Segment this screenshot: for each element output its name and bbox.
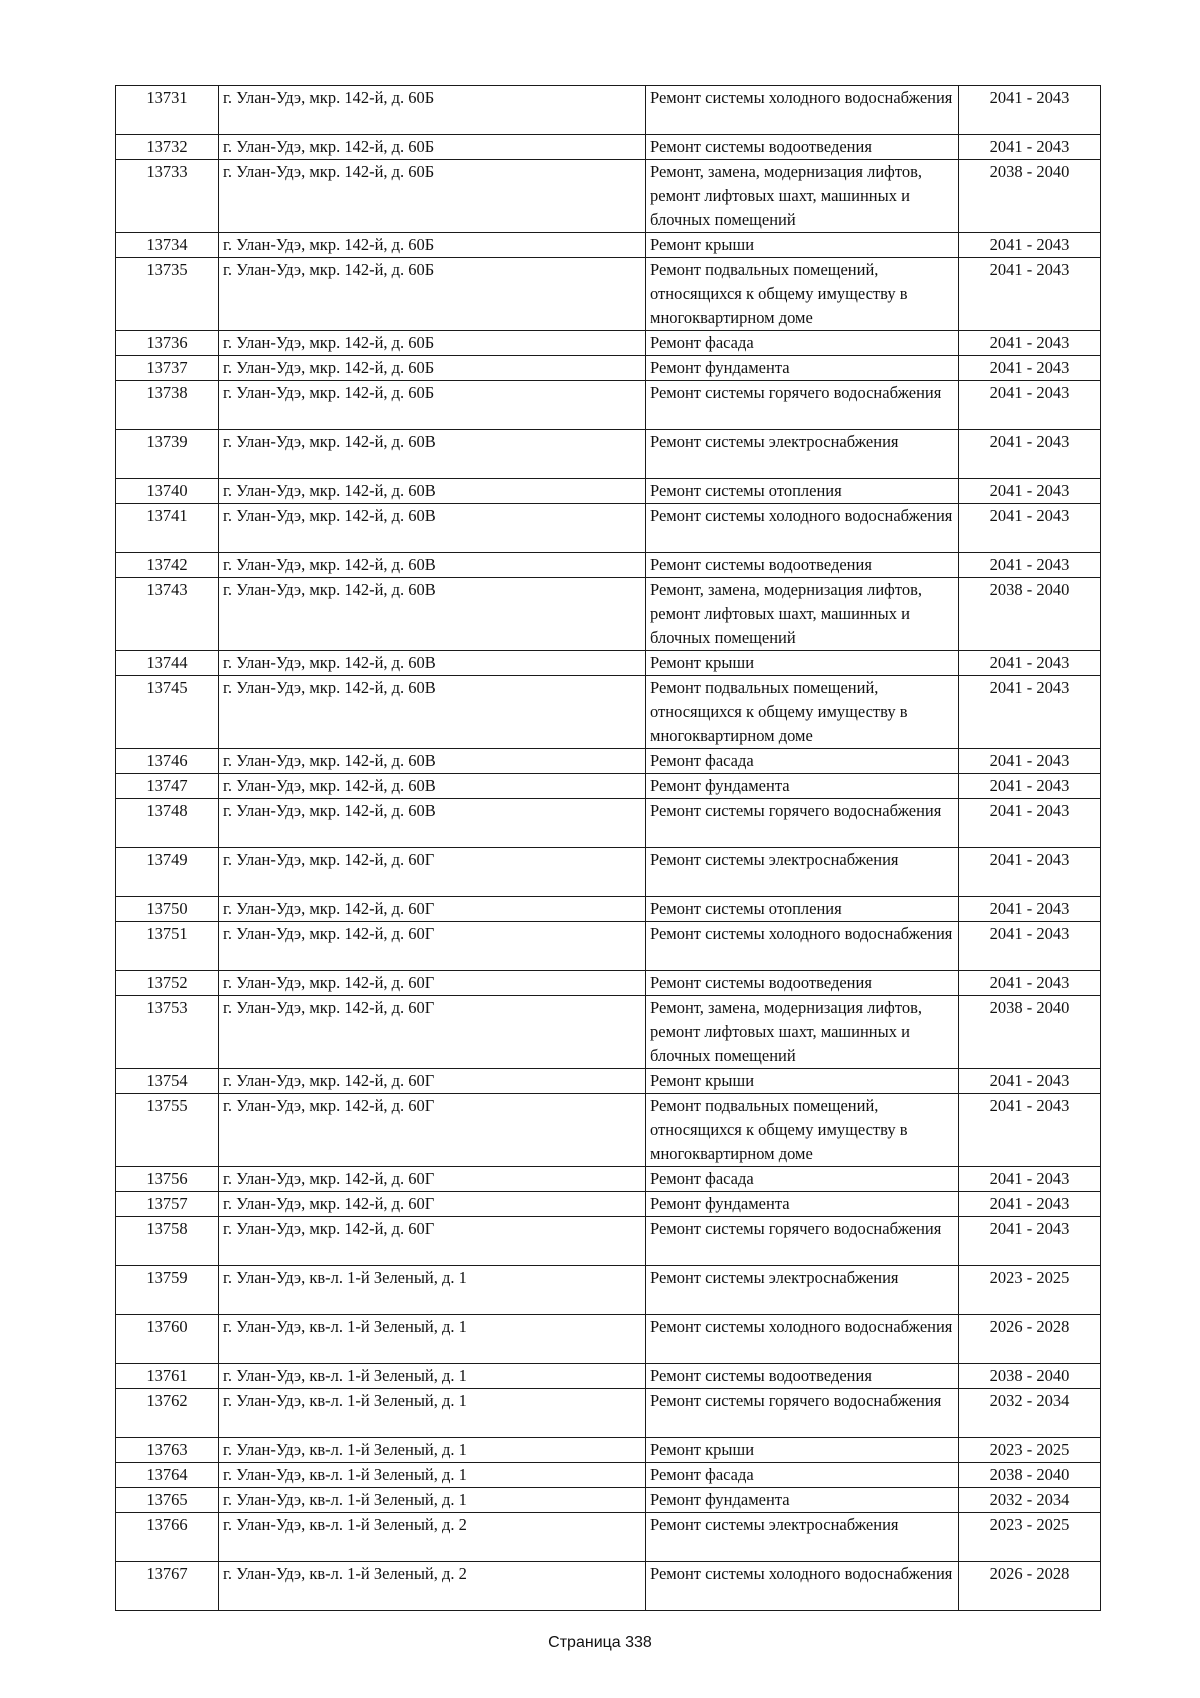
row-work-type: Ремонт подвальных помещений, относящихся к общему имуществу в многоквартирном доме	[646, 258, 959, 331]
row-address: г. Улан-Удэ, мкр. 142-й, д. 60Б	[219, 86, 646, 135]
repair-schedule-table	[115, 85, 1101, 1611]
row-work-type: Ремонт системы холодного водоснабжения	[646, 1315, 959, 1364]
row-address: г. Улан-Удэ, мкр. 142-й, д. 60В	[219, 774, 646, 799]
row-period: 2032 - 2034	[959, 1488, 1101, 1513]
table-row	[116, 1562, 1101, 1611]
row-period: 2041 - 2043	[959, 356, 1101, 381]
row-number: 13739	[116, 430, 219, 479]
row-address: г. Улан-Удэ, мкр. 142-й, д. 60Г	[219, 1192, 646, 1217]
row-work-type: Ремонт фундамента	[646, 774, 959, 799]
row-work-type: Ремонт крыши	[646, 1438, 959, 1463]
table-row	[116, 1315, 1101, 1364]
row-period: 2041 - 2043	[959, 1094, 1101, 1167]
row-period: 2041 - 2043	[959, 233, 1101, 258]
table-row	[116, 1364, 1101, 1389]
row-work-type: Ремонт системы водоотведения	[646, 553, 959, 578]
row-period: 2041 - 2043	[959, 651, 1101, 676]
row-work-type: Ремонт, замена, модернизация лифтов, ремонт лифтовых шахт, машинных и блочных помещений	[646, 160, 959, 233]
row-address: г. Улан-Удэ, мкр. 142-й, д. 60Г	[219, 996, 646, 1069]
row-address: г. Улан-Удэ, мкр. 142-й, д. 60Б	[219, 356, 646, 381]
row-period: 2041 - 2043	[959, 504, 1101, 553]
row-work-type: Ремонт системы водоотведения	[646, 1364, 959, 1389]
row-work-type: Ремонт крыши	[646, 233, 959, 258]
table-row	[116, 1389, 1101, 1438]
row-work-type: Ремонт системы горячего водоснабжения	[646, 1217, 959, 1266]
row-address: г. Улан-Удэ, мкр. 142-й, д. 60В	[219, 578, 646, 651]
row-number: 13757	[116, 1192, 219, 1217]
table-row	[116, 86, 1101, 135]
row-address: г. Улан-Удэ, мкр. 142-й, д. 60Б	[219, 258, 646, 331]
row-address: г. Улан-Удэ, мкр. 142-й, д. 60Б	[219, 160, 646, 233]
row-work-type: Ремонт, замена, модернизация лифтов, ремонт лифтовых шахт, машинных и блочных помещений	[646, 996, 959, 1069]
row-number: 13759	[116, 1266, 219, 1315]
row-period: 2041 - 2043	[959, 971, 1101, 996]
table-row	[116, 331, 1101, 356]
row-address: г. Улан-Удэ, мкр. 142-й, д. 60Г	[219, 1069, 646, 1094]
row-number: 13761	[116, 1364, 219, 1389]
row-period: 2041 - 2043	[959, 897, 1101, 922]
table-row	[116, 233, 1101, 258]
table-row	[116, 504, 1101, 553]
row-work-type: Ремонт системы электроснабжения	[646, 1513, 959, 1562]
row-period: 2041 - 2043	[959, 479, 1101, 504]
row-work-type: Ремонт фундамента	[646, 1192, 959, 1217]
table-row	[116, 922, 1101, 971]
row-address: г. Улан-Удэ, мкр. 142-й, д. 60В	[219, 430, 646, 479]
row-work-type: Ремонт системы горячего водоснабжения	[646, 381, 959, 430]
row-address: г. Улан-Удэ, мкр. 142-й, д. 60В	[219, 799, 646, 848]
row-work-type: Ремонт подвальных помещений, относящихся к общему имуществу в многоквартирном доме	[646, 676, 959, 749]
row-work-type: Ремонт системы горячего водоснабжения	[646, 1389, 959, 1438]
row-work-type: Ремонт фасада	[646, 749, 959, 774]
row-number: 13758	[116, 1217, 219, 1266]
row-number: 13754	[116, 1069, 219, 1094]
row-period: 2041 - 2043	[959, 331, 1101, 356]
row-period: 2026 - 2028	[959, 1315, 1101, 1364]
row-address: г. Улан-Удэ, мкр. 142-й, д. 60Г	[219, 848, 646, 897]
table-row	[116, 1488, 1101, 1513]
row-number: 13762	[116, 1389, 219, 1438]
row-number: 13741	[116, 504, 219, 553]
table-row	[116, 430, 1101, 479]
row-work-type: Ремонт системы горячего водоснабжения	[646, 799, 959, 848]
row-address: г. Улан-Удэ, кв-л. 1-й Зеленый, д. 2	[219, 1562, 646, 1611]
row-work-type: Ремонт системы холодного водоснабжения	[646, 1562, 959, 1611]
row-address: г. Улан-Удэ, мкр. 142-й, д. 60В	[219, 553, 646, 578]
row-period: 2041 - 2043	[959, 1192, 1101, 1217]
row-work-type: Ремонт системы холодного водоснабжения	[646, 86, 959, 135]
row-address: г. Улан-Удэ, мкр. 142-й, д. 60Г	[219, 1094, 646, 1167]
row-number: 13742	[116, 553, 219, 578]
table-row	[116, 553, 1101, 578]
row-address: г. Улан-Удэ, кв-л. 1-й Зеленый, д. 1	[219, 1463, 646, 1488]
row-address: г. Улан-Удэ, кв-л. 1-й Зеленый, д. 2	[219, 1513, 646, 1562]
row-number: 13755	[116, 1094, 219, 1167]
table-row	[116, 799, 1101, 848]
row-number: 13764	[116, 1463, 219, 1488]
row-number: 13749	[116, 848, 219, 897]
row-work-type: Ремонт системы электроснабжения	[646, 1266, 959, 1315]
row-address: г. Улан-Удэ, мкр. 142-й, д. 60Б	[219, 233, 646, 258]
row-number: 13765	[116, 1488, 219, 1513]
row-number: 13766	[116, 1513, 219, 1562]
row-period: 2023 - 2025	[959, 1513, 1101, 1562]
row-work-type: Ремонт фундамента	[646, 1488, 959, 1513]
row-number: 13734	[116, 233, 219, 258]
table-row	[116, 479, 1101, 504]
table-row	[116, 971, 1101, 996]
row-address: г. Улан-Удэ, мкр. 142-й, д. 60Г	[219, 897, 646, 922]
row-number: 13735	[116, 258, 219, 331]
row-period: 2026 - 2028	[959, 1562, 1101, 1611]
row-period: 2023 - 2025	[959, 1438, 1101, 1463]
row-number: 13748	[116, 799, 219, 848]
row-number: 13760	[116, 1315, 219, 1364]
table-row	[116, 135, 1101, 160]
row-number: 13752	[116, 971, 219, 996]
row-period: 2041 - 2043	[959, 135, 1101, 160]
table-body	[116, 86, 1101, 1611]
table-row	[116, 160, 1101, 233]
row-number: 13751	[116, 922, 219, 971]
row-address: г. Улан-Удэ, мкр. 142-й, д. 60Б	[219, 135, 646, 160]
row-address: г. Улан-Удэ, мкр. 142-й, д. 60Г	[219, 1167, 646, 1192]
table-row	[116, 651, 1101, 676]
row-number: 13750	[116, 897, 219, 922]
row-work-type: Ремонт фундамента	[646, 356, 959, 381]
row-address: г. Улан-Удэ, мкр. 142-й, д. 60Б	[219, 381, 646, 430]
row-work-type: Ремонт, замена, модернизация лифтов, ремонт лифтовых шахт, машинных и блочных помещений	[646, 578, 959, 651]
table-row	[116, 1217, 1101, 1266]
row-number: 13743	[116, 578, 219, 651]
row-period: 2041 - 2043	[959, 848, 1101, 897]
row-address: г. Улан-Удэ, кв-л. 1-й Зеленый, д. 1	[219, 1364, 646, 1389]
row-period: 2041 - 2043	[959, 922, 1101, 971]
row-number: 13756	[116, 1167, 219, 1192]
row-number: 13732	[116, 135, 219, 160]
row-period: 2041 - 2043	[959, 430, 1101, 479]
row-number: 13737	[116, 356, 219, 381]
row-number: 13753	[116, 996, 219, 1069]
row-address: г. Улан-Удэ, мкр. 142-й, д. 60В	[219, 504, 646, 553]
page-number: Страница 338	[548, 1634, 652, 1651]
row-address: г. Улан-Удэ, мкр. 142-й, д. 60Г	[219, 1217, 646, 1266]
table-row	[116, 1463, 1101, 1488]
row-period: 2041 - 2043	[959, 86, 1101, 135]
row-address: г. Улан-Удэ, мкр. 142-й, д. 60В	[219, 479, 646, 504]
table-row	[116, 897, 1101, 922]
row-number: 13767	[116, 1562, 219, 1611]
row-number: 13740	[116, 479, 219, 504]
row-work-type: Ремонт системы водоотведения	[646, 971, 959, 996]
row-period: 2041 - 2043	[959, 1069, 1101, 1094]
table-row	[116, 774, 1101, 799]
row-period: 2041 - 2043	[959, 749, 1101, 774]
row-work-type: Ремонт системы электроснабжения	[646, 848, 959, 897]
row-address: г. Улан-Удэ, мкр. 142-й, д. 60В	[219, 749, 646, 774]
row-number: 13745	[116, 676, 219, 749]
table-row	[116, 578, 1101, 651]
table-row	[116, 848, 1101, 897]
row-period: 2041 - 2043	[959, 1217, 1101, 1266]
row-work-type: Ремонт системы отопления	[646, 479, 959, 504]
table-row	[116, 749, 1101, 774]
row-number: 13733	[116, 160, 219, 233]
table-row	[116, 996, 1101, 1069]
row-period: 2038 - 2040	[959, 1463, 1101, 1488]
row-number: 13738	[116, 381, 219, 430]
table-row	[116, 1513, 1101, 1562]
table-row	[116, 1167, 1101, 1192]
row-number: 13731	[116, 86, 219, 135]
row-period: 2041 - 2043	[959, 799, 1101, 848]
row-work-type: Ремонт системы отопления	[646, 897, 959, 922]
row-work-type: Ремонт подвальных помещений, относящихся к общему имуществу в многоквартирном доме	[646, 1094, 959, 1167]
row-address: г. Улан-Удэ, кв-л. 1-й Зеленый, д. 1	[219, 1488, 646, 1513]
row-number: 13744	[116, 651, 219, 676]
table-row	[116, 381, 1101, 430]
table-row	[116, 676, 1101, 749]
row-period: 2023 - 2025	[959, 1266, 1101, 1315]
row-number: 13746	[116, 749, 219, 774]
row-work-type: Ремонт фасада	[646, 1463, 959, 1488]
table-row	[116, 1266, 1101, 1315]
row-work-type: Ремонт крыши	[646, 651, 959, 676]
row-period: 2041 - 2043	[959, 553, 1101, 578]
row-address: г. Улан-Удэ, кв-л. 1-й Зеленый, д. 1	[219, 1315, 646, 1364]
row-number: 13736	[116, 331, 219, 356]
row-work-type: Ремонт системы холодного водоснабжения	[646, 922, 959, 971]
row-work-type: Ремонт системы водоотведения	[646, 135, 959, 160]
row-work-type: Ремонт фасада	[646, 1167, 959, 1192]
row-address: г. Улан-Удэ, кв-л. 1-й Зеленый, д. 1	[219, 1266, 646, 1315]
row-work-type: Ремонт системы электроснабжения	[646, 430, 959, 479]
row-address: г. Улан-Удэ, мкр. 142-й, д. 60В	[219, 676, 646, 749]
row-address: г. Улан-Удэ, кв-л. 1-й Зеленый, д. 1	[219, 1389, 646, 1438]
row-address: г. Улан-Удэ, мкр. 142-й, д. 60В	[219, 651, 646, 676]
row-number: 13747	[116, 774, 219, 799]
row-number: 13763	[116, 1438, 219, 1463]
row-period: 2041 - 2043	[959, 381, 1101, 430]
row-address: г. Улан-Удэ, мкр. 142-й, д. 60Г	[219, 922, 646, 971]
table-row	[116, 1438, 1101, 1463]
row-period: 2041 - 2043	[959, 774, 1101, 799]
row-period: 2041 - 2043	[959, 1167, 1101, 1192]
table-row	[116, 1069, 1101, 1094]
row-period: 2041 - 2043	[959, 676, 1101, 749]
row-address: г. Улан-Удэ, мкр. 142-й, д. 60Г	[219, 971, 646, 996]
row-period: 2038 - 2040	[959, 1364, 1101, 1389]
row-work-type: Ремонт крыши	[646, 1069, 959, 1094]
row-period: 2038 - 2040	[959, 578, 1101, 651]
row-work-type: Ремонт системы холодного водоснабжения	[646, 504, 959, 553]
row-period: 2038 - 2040	[959, 996, 1101, 1069]
row-period: 2041 - 2043	[959, 258, 1101, 331]
table-row	[116, 1094, 1101, 1167]
table-row	[116, 356, 1101, 381]
row-period: 2038 - 2040	[959, 160, 1101, 233]
table-row	[116, 258, 1101, 331]
table-row	[116, 1192, 1101, 1217]
row-work-type: Ремонт фасада	[646, 331, 959, 356]
row-address: г. Улан-Удэ, кв-л. 1-й Зеленый, д. 1	[219, 1438, 646, 1463]
row-address: г. Улан-Удэ, мкр. 142-й, д. 60Б	[219, 331, 646, 356]
row-period: 2032 - 2034	[959, 1389, 1101, 1438]
